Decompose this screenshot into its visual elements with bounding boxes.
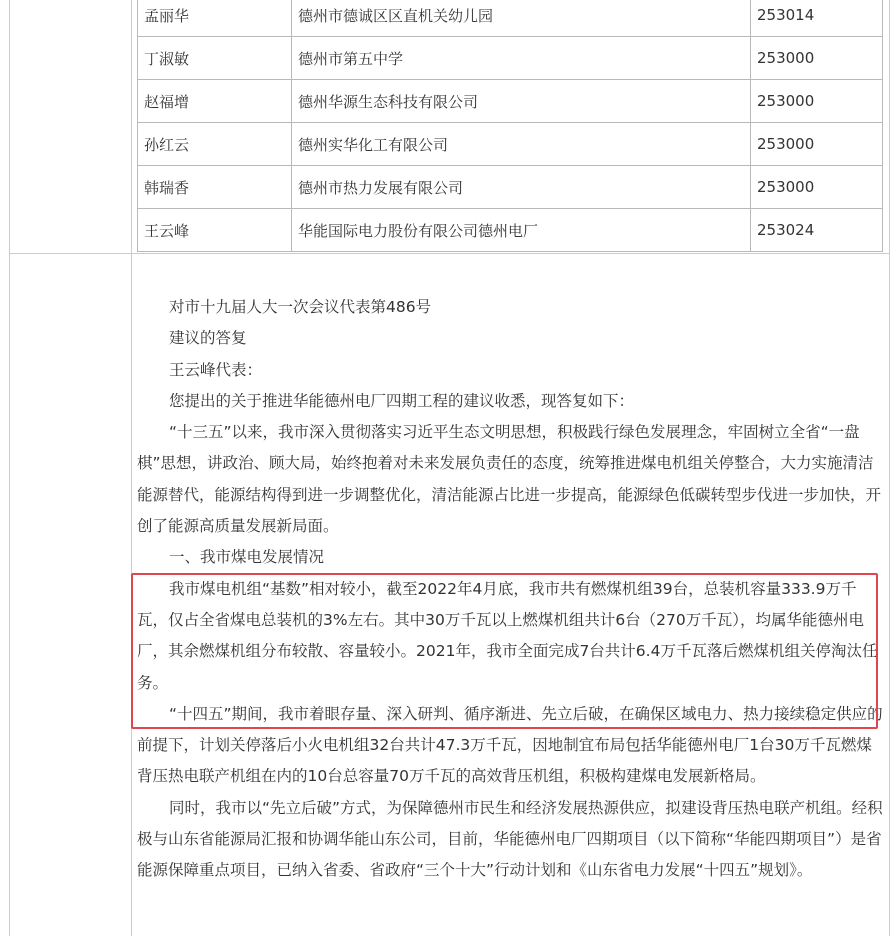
letter-salutation: 王云峰代表：: [169, 360, 263, 379]
zip-cell: 253014: [751, 0, 883, 37]
name-cell: 丁淑敏: [138, 37, 292, 80]
name-cell: 韩瑞香: [138, 166, 292, 209]
zip-cell: 253000: [751, 80, 883, 123]
zip-cell: 253000: [751, 37, 883, 80]
org-cell: 德州实华化工有限公司: [292, 123, 751, 166]
table-row: [138, 166, 883, 209]
org-cell: 德州市德诚区区直机关幼儿园: [292, 0, 751, 37]
table-row: [138, 123, 883, 166]
paragraph-huaneng-phase4: 同时，我市以“先立后破”方式，为保障德州市民生和经济发展热源供应，拟建设背压热电联产机组。经积极与山东省能源局汇报和协调华能山东公司，目前，华能德州电厂四期项目（以下简称“华能四期项目”）是省能源保障重点项目，已纳入省委、省政府“三个十大”行动计划和《山东省电力发展“十四五”规划》。: [137, 798, 883, 880]
outer-border-left: [9, 0, 10, 936]
paragraph-energy-transition: “十三五”以来，我市深入贯彻落实习近平生态文明思想，积极践行绿色发展理念，牢固树立全省“一盘棋”思想，讲政治、顾大局，始终抱着对未来发展负责任的态度，统筹推进煤电机组关停整合，大力实施清洁能源替代，能源结构得到进一步调整优化，清洁能源占比进一步提高，能源绿色低碳转型步伐进一步加快，开创了能源高质量发展新局面。: [137, 423, 882, 536]
outer-border-right: [889, 0, 890, 936]
org-cell: 德州市热力发展有限公司: [292, 166, 751, 209]
outer-column-divider: [131, 0, 132, 936]
table-row: [138, 37, 883, 80]
letter-title-line1: 对市十九届人大一次会议代表第486号: [169, 298, 432, 316]
zip-cell: 253000: [751, 166, 883, 209]
name-cell: 孟丽华: [138, 0, 292, 37]
name-cell: 王云峰: [138, 209, 292, 252]
table-row: [138, 0, 883, 37]
delegate-table: [137, 0, 883, 252]
section-heading-coal-power: 一、我市煤电发展情况: [169, 548, 325, 567]
paragraph-14th-five-year: “十四五”期间，我市着眼存量、深入研判、循序渐进、先立后破，在确保区域电力、热力接续稳定供应的前提下，计划关停落后小火电机组32台共计47.3万千瓦，因地制宜布局包括华能德州电厂1台30万千瓦燃煤背压热电联产机组在内的10台总容量70万千瓦的高效背压机组，积极构建煤电发展新格局。: [137, 704, 883, 786]
org-cell: 华能国际电力股份有限公司德州电厂: [292, 209, 751, 252]
table-row: [138, 209, 883, 252]
org-cell: 德州华源生态科技有限公司: [292, 80, 751, 123]
paragraph-coal-units: 我市煤电机组“基数”相对较小，截至2022年4月底，我市共有燃煤机组39台，总装机容量333.9万千瓦，仅占全省煤电总装机的3%左右。其中30万千瓦以上燃煤机组共计6台（270万千瓦），均属华能德州电厂，其余燃煤机组分布较散、容量较小。2021年，我市全面完成7台共计6.4万千瓦落后燃煤机组关停淘汰任务。: [137, 579, 878, 692]
org-cell: 德州市第五中学: [292, 37, 751, 80]
highlight-box: [131, 573, 878, 729]
name-cell: 孙红云: [138, 123, 292, 166]
name-cell: 赵福增: [138, 80, 292, 123]
letter-opening: 您提出的关于推进华能德州电厂四期工程的建议收悉，现答复如下：: [169, 391, 635, 410]
zip-cell: 253000: [751, 123, 883, 166]
letter-title-line2: 建议的答复: [169, 329, 247, 348]
outer-row-divider: [9, 253, 890, 254]
zip-cell: 253024: [751, 209, 883, 252]
table-row: [138, 80, 883, 123]
